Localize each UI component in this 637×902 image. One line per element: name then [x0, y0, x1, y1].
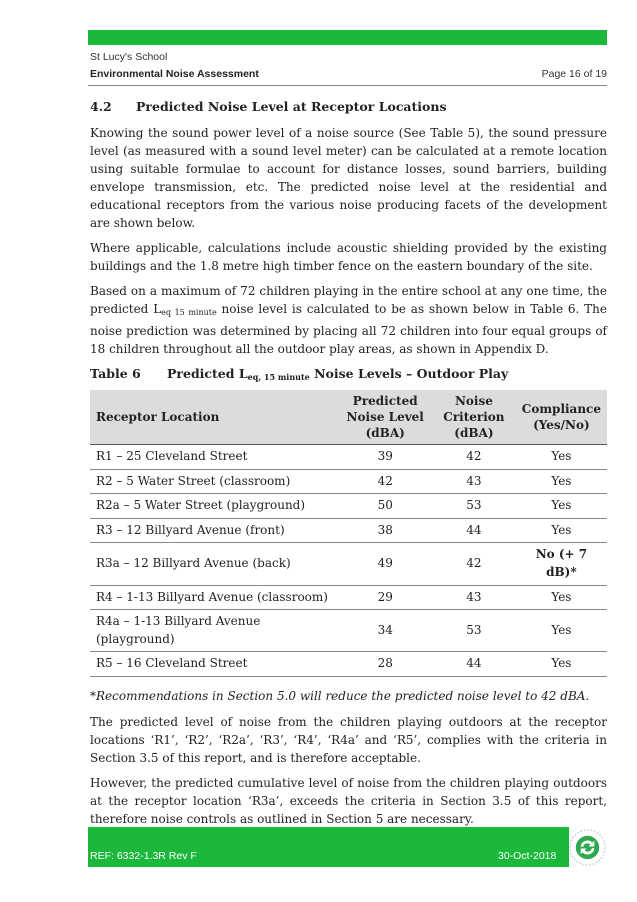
- paragraph-3-subscript: eq 15 minute: [161, 308, 217, 317]
- table-number: Table 6: [90, 366, 141, 381]
- table-row: [90, 494, 607, 519]
- report-title: Environmental Noise Assessment: [90, 68, 259, 80]
- table-header-row: [90, 390, 607, 445]
- paragraph-4: The predicted level of noise from the children playing outdoors at the receptor locations ‘R1’, ‘R2’, ‘R2a’, ‘R3’, ‘R4’, ‘R4a’ and ‘R5’, complies with the criteria in Section 3.5 of this report, and is therefore acceptable.: [90, 714, 607, 765]
- table-row: [90, 652, 607, 677]
- paragraph-3-text-b: noise level is calculated to be as shown below in Table 6. The noise prediction was determined by placing all 72 children into four equal groups of 18 children throughout all the outdoor play areas, as shown in Appendix D.: [90, 302, 607, 356]
- page-content: [90, 98, 607, 835]
- header-green-bar: [88, 30, 607, 45]
- header-noise-criterion: [432, 390, 516, 445]
- cell-predicted: 42: [338, 469, 432, 494]
- cell-compliance: Yes: [516, 610, 607, 652]
- footer-date: 30-Oct-2018: [498, 850, 557, 862]
- header-receptor-location: Receptor Location: [90, 390, 338, 445]
- header-compliance-line-1: Compliance: [521, 402, 601, 416]
- table-row: [90, 610, 607, 652]
- cell-predicted: 28: [338, 652, 432, 677]
- header-predicted-line-1: Predicted: [352, 394, 418, 408]
- header-divider: [88, 85, 607, 86]
- cell-criterion: 43: [432, 469, 516, 494]
- section-number: 4.2: [90, 99, 112, 114]
- cell-predicted: 29: [338, 585, 432, 610]
- cell-compliance: Yes: [516, 518, 607, 543]
- cell-compliance: No (+ 7 dB)*: [516, 543, 607, 585]
- paragraph-3-text-a: Based on a maximum of 72 children playing in the entire school at any one time, the predicted L: [90, 284, 607, 316]
- cell-location: R4 – 1-13 Billyard Avenue (classroom): [90, 585, 338, 610]
- school-name: St Lucy's School: [90, 51, 168, 63]
- header-compliance: [516, 390, 607, 445]
- cell-criterion: 53: [432, 610, 516, 652]
- cell-criterion: 42: [432, 543, 516, 585]
- cell-location: R4a – 1-13 Billyard Avenue (playground): [90, 610, 338, 652]
- page-number: Page 16 of 19: [541, 68, 607, 80]
- cell-compliance: Yes: [516, 469, 607, 494]
- header-criterion-line-3: (dBA): [454, 426, 494, 440]
- paragraph-2: Where applicable, calculations include acoustic shielding provided by the existing buildings and the 1.8 metre high timber fence on the eastern boundary of the site.: [90, 241, 607, 273]
- header-criterion-line-1: Noise: [454, 394, 493, 408]
- cell-criterion: 43: [432, 585, 516, 610]
- cell-criterion: 53: [432, 494, 516, 519]
- cell-criterion: 42: [432, 445, 516, 470]
- cell-compliance: Yes: [516, 445, 607, 470]
- table-caption: [90, 365, 607, 386]
- table-caption-subscript: eq, 15 minute: [247, 372, 310, 382]
- cell-criterion: 44: [432, 518, 516, 543]
- table-caption-a: Predicted L: [167, 366, 248, 381]
- cell-compliance: Yes: [516, 585, 607, 610]
- cell-location: R5 – 16 Cleveland Street: [90, 652, 338, 677]
- header-predicted-line-3: (dBA): [365, 426, 405, 440]
- green-recycle-logo-icon: [568, 828, 607, 867]
- section-title: Predicted Noise Level at Receptor Locations: [136, 99, 447, 114]
- header-predicted-line-2: Noise Level: [346, 410, 424, 424]
- cell-compliance: Yes: [516, 652, 607, 677]
- table-footnote: *Recommendations in Section 5.0 will reduce the predicted noise level to 42 dBA.: [90, 688, 590, 703]
- cell-predicted: 50: [338, 494, 432, 519]
- cell-location: R3a – 12 Billyard Avenue (back): [90, 543, 338, 585]
- table-caption-b: Noise Levels – Outdoor Play: [309, 366, 509, 381]
- cell-location: R3 – 12 Billyard Avenue (front): [90, 518, 338, 543]
- header-predicted-noise-level: [338, 390, 432, 445]
- cell-criterion: 44: [432, 652, 516, 677]
- cell-predicted: 49: [338, 543, 432, 585]
- paragraph-1: Knowing the sound power level of a noise source (See Table 5), the sound pressure level (as measured with a sound level meter) can be calculated at a remote location using suitable formulae to account for distance losses, sound barriers, building envelope transmission, etc. The predicted noise level at the residential and educational receptors from the various noise producing facets of the development are shown below.: [90, 126, 607, 230]
- table-row: [90, 518, 607, 543]
- cell-compliance: Yes: [516, 494, 607, 519]
- paragraph-3: [90, 282, 607, 358]
- cell-location: R2 – 5 Water Street (classroom): [90, 469, 338, 494]
- section-heading: [90, 98, 607, 116]
- paragraph-5: However, the predicted cumulative level of noise from the children playing outdoors at the receptor location ‘R3a’, exceeds the criteria in Section 3.5 of this report, therefore noise controls as outlined in Section 5 are necessary.: [90, 775, 607, 826]
- cell-location: R1 – 25 Cleveland Street: [90, 445, 338, 470]
- cell-location: R2a – 5 Water Street (playground): [90, 494, 338, 519]
- noise-levels-table: [90, 390, 607, 677]
- table-row: [90, 543, 607, 585]
- table-row: [90, 445, 607, 470]
- header-criterion-line-2: Criterion: [443, 410, 505, 424]
- cell-predicted: 38: [338, 518, 432, 543]
- table-row: [90, 585, 607, 610]
- cell-predicted: 39: [338, 445, 432, 470]
- cell-predicted: 34: [338, 610, 432, 652]
- header-compliance-line-2: (Yes/No): [533, 418, 590, 432]
- footer-reference: REF: 6332-1.3R Rev F: [90, 850, 197, 862]
- table-row: [90, 469, 607, 494]
